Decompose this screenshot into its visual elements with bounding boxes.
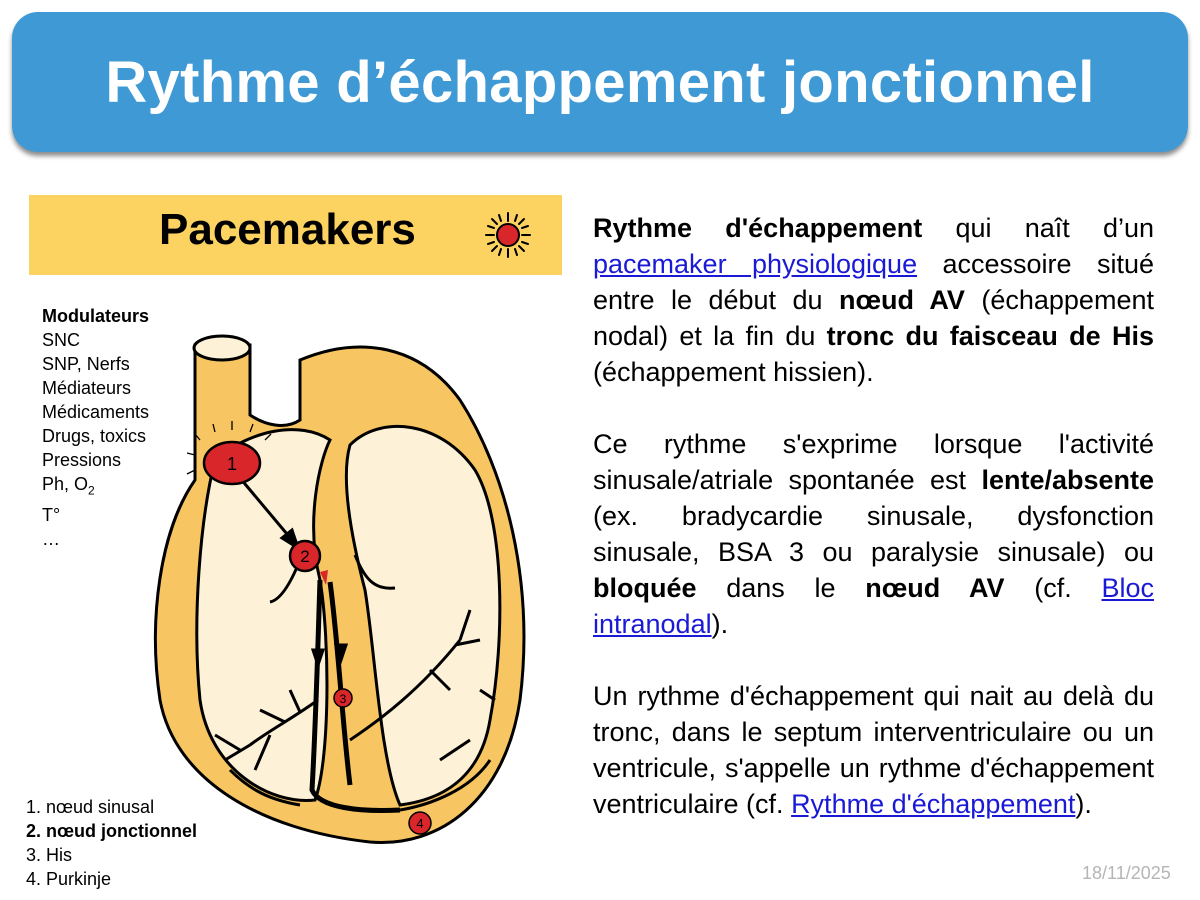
vessel-opening xyxy=(194,336,250,360)
pacemaker-physiologique-link[interactable]: pacemaker physiologique xyxy=(593,249,918,279)
junctional-node-marker xyxy=(290,541,320,571)
heart-conduction-diagram xyxy=(140,325,530,845)
modulators-heading: Modulateurs xyxy=(42,306,150,326)
legend-item: 1. nœud sinusal xyxy=(26,797,155,817)
svg-text:4: 4 xyxy=(416,816,424,831)
modulator-ellipsis: … xyxy=(42,528,60,549)
svg-text:1: 1 xyxy=(226,454,238,474)
rythme-echappement-link[interactable]: Rythme d'échappement xyxy=(791,789,1076,819)
modulator-item-ph: Ph, $O_2$ xyxy=(42,474,95,498)
title-banner xyxy=(12,12,1188,152)
pacemakers-label: Pacemakers xyxy=(159,205,416,254)
pacemaker-star-icon xyxy=(484,211,532,259)
modulator-item: SNC xyxy=(42,330,81,350)
modulator-item: Médiateurs xyxy=(42,378,132,398)
explanation-text xyxy=(593,210,1154,858)
paragraph-2: Ce rythme s'exprime lorsque l'activité sinusale/atriale spontanée est lente/absente (ex. bradycardie sinusale, dysfonction sinusale, BSA 3 ou paralysie sinusale) ou bloquée dans le nœud AV (cf. Bloc intranodal). xyxy=(593,429,1154,639)
svg-text:2: 2 xyxy=(300,547,310,566)
pacemakers-box xyxy=(29,195,562,275)
paragraph-1: Rythme d'échappement qui naît d’un pacemaker physiologique accessoire situé entre le début du nœud AV (échappement nodal) et la fin du tronc du faisceau de His (échappement hissien). xyxy=(593,213,1154,387)
modulator-item: SNP, Nerfs xyxy=(42,354,130,374)
paragraph-3: Un rythme d'échappement qui nait au delà du tronc, dans le septum interventriculaire ou un ventricule, s'appelle un rythme d'échappement ventriculaire (cf. Rythme d'échappement). xyxy=(593,681,1154,819)
modulator-item-temp: T° xyxy=(42,504,61,525)
modulators-list xyxy=(42,304,149,551)
legend-item: 3. His xyxy=(26,845,73,865)
his-marker xyxy=(334,689,352,707)
purkinje-marker xyxy=(409,812,431,834)
legend-item-highlighted: 2. nœud jonctionnel xyxy=(26,821,197,841)
diagram-legend xyxy=(26,795,197,891)
left-chamber xyxy=(197,430,330,801)
slide-date: 18/11/2025 xyxy=(1082,863,1171,883)
modulator-item: Pressions xyxy=(42,450,122,470)
modulator-item: Médicaments xyxy=(42,402,150,422)
svg-text:3: 3 xyxy=(339,692,347,706)
legend-item: 4. Purkinje xyxy=(26,869,112,889)
bloc-intranodal-link[interactable]: Bloc intranodal xyxy=(593,573,1154,639)
slide-title: Rythme d’échappement jonctionnel xyxy=(105,49,1095,115)
modulator-item: Drugs, toxics xyxy=(42,426,147,446)
